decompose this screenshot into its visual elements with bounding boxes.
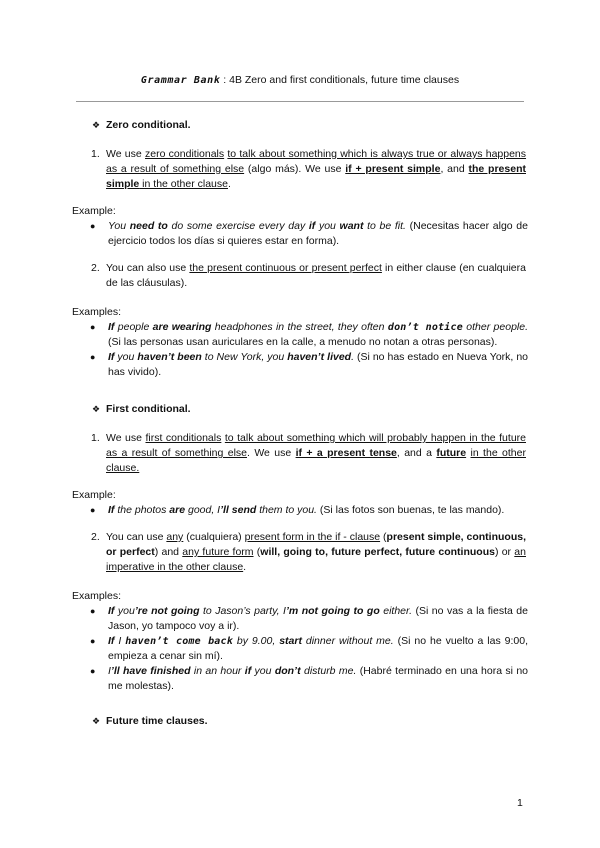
bullet-icon: ● [90,606,96,616]
example-list [72,503,528,518]
numbered-item [91,530,528,575]
diamond-bullet-icon: ❖ [92,404,101,414]
header-separator: : [220,74,230,86]
header-brand: Grammar Bank [140,75,221,86]
list-item: ● If you’re not going to Jason’s party, I’m not going to go either. (Si no vas a la fiesta de Jason, yo tampoco voy a ir). [90,605,528,632]
example-label: Example: [72,489,116,501]
heading-text: Future time clauses. [106,715,208,727]
list-item: ● You need to do some exercise every day if you want to be fit. (Necesitas hacer algo de ejercicio todos los días si quieres estar en forma). [90,220,528,247]
header-divider [76,101,524,102]
example-list [72,320,528,380]
list-item: ● If the photos are good, I’ll send them to you. (Si las fotos son buenas, te las mando). [90,504,505,516]
section-heading-future [92,714,528,729]
page-number: 1 [517,797,523,809]
examples-label: Examples: [72,590,122,602]
item-text: You can also use the present continuous or present perfect in either clause (en cualquiera de las cláusulas). [106,262,526,289]
item-text: We use zero conditionals to talk about something which is always true or always happens as a result of something else (algo más). We use if + present simple, and the present simple in the other clause. [106,148,527,190]
example-list [72,219,528,249]
item-number: 2. [91,531,100,543]
item-number: 1. [91,432,100,444]
diamond-bullet-icon: ❖ [92,120,101,130]
bullet-icon: ● [90,636,96,646]
section-heading-zero [92,118,528,133]
bullet-icon: ● [90,505,96,515]
item-text: We use first conditionals to talk about something which will probably happen in the future as a result of something else. We use if + a present tense, and a future in the other clause. [106,432,526,474]
example-label: Example: [72,205,116,217]
diamond-bullet-icon: ❖ [92,716,101,726]
list-item: ● If you haven’t been to New York, you haven’t lived. (Si no has estado en Nueva York, no has vivido). [90,351,528,378]
document-body [72,118,528,729]
item-number: 1. [91,148,100,160]
example-list [72,604,528,694]
heading-text: First conditional. [106,403,191,415]
bullet-icon: ● [90,352,96,362]
item-text: You can use any (cualquiera) present form in the if - clause (present simple, continuous, or perfect) and any future form (will, going to, future perfect, future continuous) or an imperative in the other clause. [106,531,526,573]
numbered-item [91,431,528,476]
examples-label: Examples: [72,306,122,318]
header-title: 4B Zero and first conditionals, future time clauses [229,74,460,86]
bullet-icon: ● [90,221,96,231]
numbered-item [91,147,528,192]
list-item: ● If people are wearing headphones in the street, they often don’t notice other people. (Si las personas usan auriculares en la calle, a menudo no notan a otras personas). [90,321,528,348]
section-heading-first [92,402,528,417]
bullet-icon: ● [90,666,96,676]
list-item: ● If I haven’t come back by 9.00, start dinner without me. (Si no he vuelto a las 9:00, empieza a cenar sin mí). [90,635,528,662]
numbered-item [91,261,528,291]
item-number: 2. [91,262,100,274]
bullet-icon: ● [90,322,96,332]
list-item: ● I’ll have finished in an hour if you don’t disturb me. (Habré terminado en una hora si no me molestas). [90,665,529,692]
page-header [0,74,600,86]
heading-text: Zero conditional. [106,119,191,131]
